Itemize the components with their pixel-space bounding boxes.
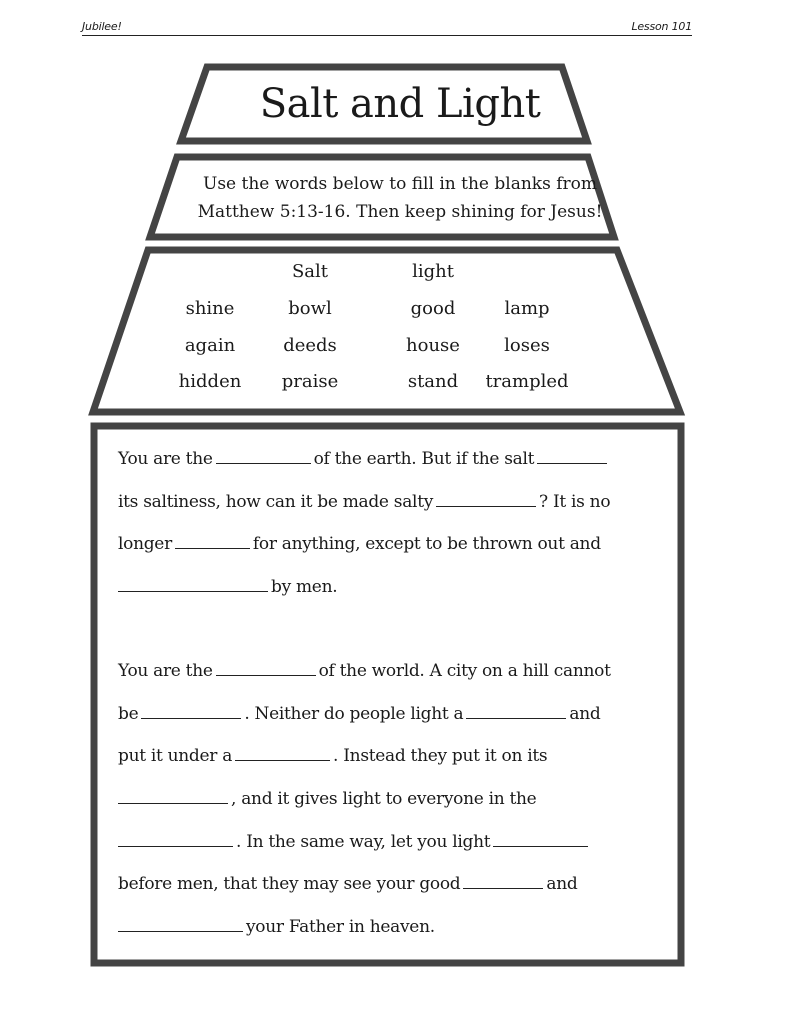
fill-in-blank[interactable]: [463, 870, 543, 889]
fill-in-blank[interactable]: [466, 700, 566, 719]
word-bank-word: house: [406, 335, 460, 356]
fill-in-blank[interactable]: [537, 445, 607, 464]
word-bank-word: loses: [504, 335, 550, 356]
fill-in-blank[interactable]: [216, 445, 311, 464]
word-bank-word: Salt: [291, 261, 329, 282]
passage-text: your Father in heaven.: [246, 917, 435, 937]
instructions: [170, 170, 630, 226]
passage-text: its saltiness, how can it be made salty: [118, 492, 434, 512]
passage-text: , and it gives light to everyone in the: [231, 789, 537, 809]
passage-text: of the world. A city on a hill cannot: [318, 661, 611, 681]
passage-text: . Neither do people light a: [244, 704, 464, 724]
word-bank-word: trampled: [485, 371, 569, 392]
instructions-line-2: Matthew 5:13-16. Then keep shining for Jesus!: [197, 202, 603, 222]
passage-text: be: [118, 704, 139, 724]
passage-text: of the earth. But if the salt: [313, 449, 535, 469]
passage-line: [118, 657, 611, 683]
passage-line: [118, 742, 547, 768]
fill-in-blank[interactable]: [235, 742, 330, 761]
page-title: Salt and Light: [259, 81, 541, 127]
passage-line: [118, 445, 610, 471]
word-bank-word: light: [412, 261, 454, 282]
passage-text: . In the same way, let you light: [236, 832, 491, 852]
passage-line: [118, 573, 337, 599]
word-bank-word: again: [184, 335, 236, 356]
word-bank-word: bowl: [288, 298, 332, 319]
fill-in-blank[interactable]: [141, 700, 241, 719]
passage-text: and: [546, 874, 578, 894]
fill-in-blank[interactable]: [118, 913, 243, 932]
word-bank-word: hidden: [178, 371, 242, 392]
fill-in-blank[interactable]: [118, 828, 233, 847]
passage-text: You are the: [118, 449, 213, 469]
fill-in-blank[interactable]: [493, 828, 588, 847]
passage-line: [118, 488, 610, 514]
passage-text: by men.: [271, 577, 338, 597]
passage-line: [118, 530, 601, 556]
fill-in-blank[interactable]: [216, 657, 316, 676]
passage-line: [118, 828, 591, 854]
fill-in-blank[interactable]: [118, 573, 268, 592]
passage-text: before men, that they may see your good: [118, 874, 461, 894]
lesson-label: Lesson 101: [631, 20, 692, 33]
passage-text: for anything, except to be thrown out and: [252, 534, 601, 554]
word-bank-word: praise: [281, 371, 339, 392]
publisher-label: Jubilee!: [82, 20, 122, 33]
word-bank-word: good: [410, 298, 456, 319]
passage-text: longer: [118, 534, 172, 554]
fill-in-blank[interactable]: [118, 785, 228, 804]
passage-text: and: [569, 704, 601, 724]
word-bank-word: deeds: [283, 335, 337, 356]
word-bank-word: shine: [185, 298, 235, 319]
fill-in-blank[interactable]: [436, 488, 536, 507]
passage-text: . Instead they put it on its: [333, 746, 548, 766]
passage-line: [118, 785, 536, 811]
word-bank-word: stand: [407, 371, 459, 392]
passage-text: You are the: [118, 661, 213, 681]
passage-text: put it under a: [118, 746, 233, 766]
passage-text: ? It is no: [539, 492, 611, 512]
passage-line: [118, 700, 600, 726]
passage-line: [118, 870, 577, 896]
instructions-line-1: Use the words below to fill in the blanks from: [203, 174, 597, 194]
word-bank-word: lamp: [504, 298, 550, 319]
passage-line: [118, 913, 435, 939]
fill-in-blank[interactable]: [175, 530, 250, 549]
